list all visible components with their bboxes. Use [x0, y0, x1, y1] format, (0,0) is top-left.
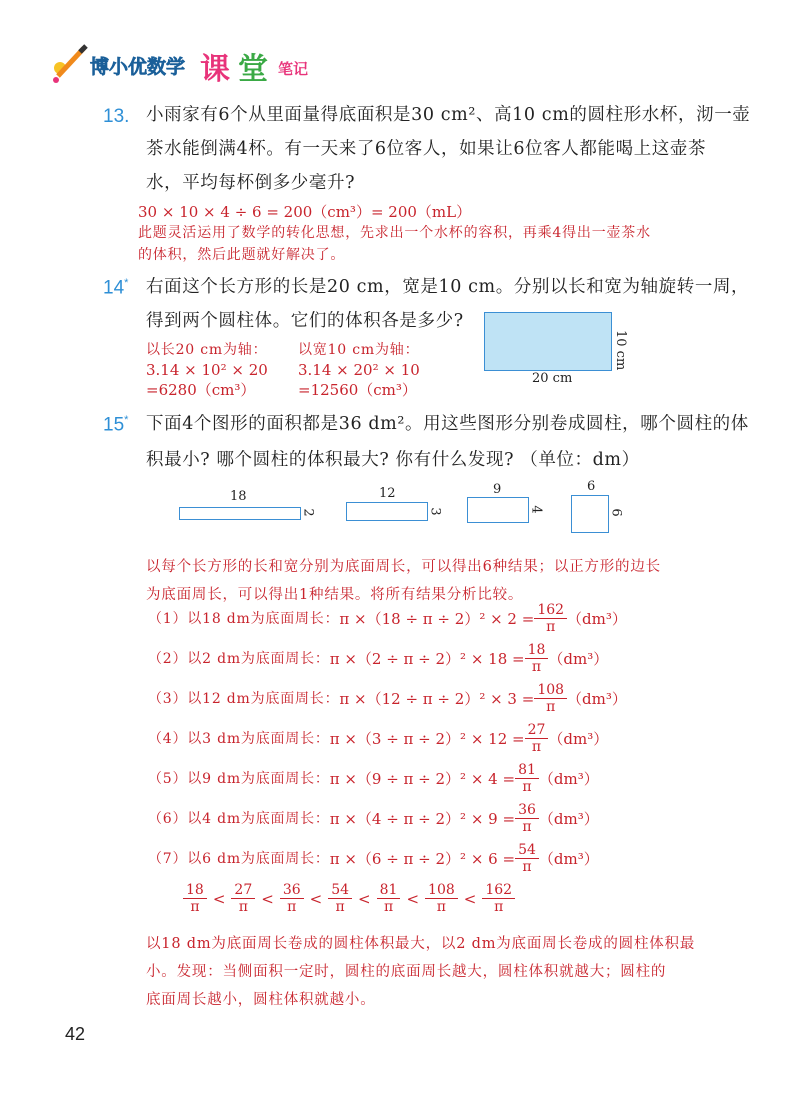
- item-expression: π ×（2 ÷ π ÷ 2）² × 18 =: [329, 649, 525, 668]
- item-fraction: [515, 802, 539, 835]
- shape3-rectangle: [467, 497, 529, 523]
- question-13-line2: 茶水能倒满4杯。有一天来了6位客人，如果让6位客人都能喝上这壶茶: [146, 139, 707, 159]
- item-expression: π ×（9 ÷ π ÷ 2）² × 4 =: [329, 769, 516, 788]
- compare-fraction: [231, 882, 255, 915]
- item-expression: π ×（12 ÷ π ÷ 2）² × 3 =: [339, 689, 535, 708]
- fraction-numerator: 54: [515, 842, 539, 859]
- compare-fraction: [280, 882, 304, 915]
- question-13-answer-formula: 30 × 10 × 4 ÷ 6 = 200（cm³）= 200（mL）: [138, 203, 472, 221]
- question-15-conclusion: [146, 930, 695, 1014]
- item-unit: （dm³）: [548, 649, 609, 668]
- rectangle-height-label: 10 cm: [613, 330, 628, 371]
- item-fraction: [525, 722, 549, 755]
- question-15-intro-line2: 为底面周长，可以得出1种结果。将所有结果分析比较。: [146, 587, 524, 603]
- fraction-numerator: 162: [482, 882, 515, 899]
- compare-fraction: [183, 882, 207, 915]
- fraction-denominator: π: [494, 899, 504, 915]
- fraction-denominator: π: [522, 858, 532, 875]
- shape4-square: [571, 495, 609, 533]
- answer-item-1: [148, 598, 627, 638]
- fraction-numerator: 162: [534, 602, 567, 619]
- question-14-number: [103, 277, 128, 299]
- fraction-numerator: 81: [515, 762, 539, 779]
- shape2-height-text: 3: [427, 507, 443, 516]
- rectangle-width-label: 20 cm: [532, 371, 573, 386]
- fraction-denominator: π: [190, 899, 200, 915]
- comparison-chain: [183, 882, 515, 915]
- compare-fraction: [425, 882, 458, 915]
- answer-item-4: [148, 718, 608, 758]
- conclusion-line2: 小。发现：当侧面积一定时，圆柱的底面周长越大，圆柱体积就越大；圆柱的: [146, 964, 667, 980]
- item-expression: π ×（4 ÷ π ÷ 2）² × 9 =: [329, 809, 516, 828]
- fraction-numerator: 81: [377, 882, 401, 899]
- item-fraction: [534, 682, 567, 715]
- shape1-height-text: 2: [300, 508, 316, 517]
- header-title-biji: 笔记: [278, 60, 309, 78]
- shape4-width-label: 6: [587, 479, 596, 494]
- item-unit: （dm³）: [538, 809, 599, 828]
- item-label: （5）以9 dm为底面周长：: [148, 771, 330, 787]
- fraction-denominator: π: [522, 818, 532, 835]
- shape3-height-text: 4: [528, 505, 544, 514]
- compare-fraction: [377, 882, 401, 915]
- fraction-denominator: π: [436, 899, 446, 915]
- fraction-denominator: π: [335, 899, 345, 915]
- fraction-numerator: 27: [231, 882, 255, 899]
- shape3-width-label: 9: [493, 482, 502, 497]
- shape2-height-label: [427, 504, 443, 519]
- item-expression: π ×（6 ÷ π ÷ 2）² × 6 =: [329, 849, 516, 868]
- question-15-line2: 积最小? 哪个圆柱的体积最大? 你有什么发现? （单位：dm）: [146, 450, 640, 470]
- page-number: 42: [65, 1024, 86, 1044]
- item-label: （4）以3 dm为底面周长：: [148, 731, 330, 747]
- pencil-logo-icon: [50, 38, 90, 84]
- shape2-width-label: 12: [379, 486, 396, 501]
- item-expression: π ×（18 ÷ π ÷ 2）² × 2 =: [339, 609, 535, 628]
- fraction-denominator: π: [546, 698, 556, 715]
- item-label: （1）以18 dm为底面周长：: [148, 611, 340, 627]
- header-title-main: 博小优数学: [90, 56, 186, 78]
- answer-item-2: [148, 638, 608, 678]
- fraction-denominator: π: [522, 778, 532, 795]
- item-label: （2）以2 dm为底面周长：: [148, 651, 330, 667]
- shape1-height-label: [300, 505, 316, 520]
- item-expression: π ×（3 ÷ π ÷ 2）² × 12 =: [329, 729, 525, 748]
- answer-right-line2: 3.14 × 20² × 10: [298, 361, 420, 379]
- fraction-numerator: 36: [280, 882, 304, 899]
- question-15-number-text: 15: [103, 414, 125, 436]
- question-15-star: *: [124, 414, 129, 426]
- question-13-answer-note2: 的体积，然后此题就好解决了。: [138, 247, 346, 263]
- answer-left-line2: 3.14 × 10² × 20: [146, 361, 268, 379]
- shape2-rectangle: [346, 502, 428, 521]
- header-title-ke: 课: [200, 52, 230, 87]
- question-14-line1: 右面这个长方形的长是20 cm，宽是10 cm。分别以长和宽为轴旋转一周，: [146, 277, 750, 297]
- item-unit: （dm³）: [548, 729, 609, 748]
- conclusion-line1: 以18 dm为底面周长卷成的圆柱体积最大，以2 dm为底面周长卷成的圆柱体积最: [146, 936, 696, 952]
- question-14-line2: 得到两个圆柱体。它们的体积各是多少?: [146, 311, 464, 331]
- answer-item-3: [148, 678, 627, 718]
- question-13-text: [146, 98, 750, 200]
- answer-right-line1: 以宽10 cm为轴：: [298, 342, 420, 358]
- answer-item-7: [148, 838, 599, 878]
- less-than-sign: <: [309, 889, 323, 908]
- less-than-sign: <: [358, 889, 371, 908]
- item-fraction: [515, 762, 539, 795]
- less-than-sign: <: [212, 889, 226, 908]
- question-13-answer-note1: 此题灵活运用了数学的转化思想，先求出一个水杯的容积，再乘4得出一壶茶水: [138, 225, 651, 241]
- compare-fraction: [328, 882, 352, 915]
- question-15-line1: 下面4个图形的面积都是36 dm²。用这些图形分别卷成圆柱，哪个圆柱的体: [146, 414, 749, 434]
- fraction-denominator: π: [531, 738, 542, 755]
- item-label: （6）以4 dm为底面周长：: [148, 811, 330, 827]
- answer-left-line3: =6280（cm³）: [146, 381, 256, 399]
- answer-item-5: [148, 758, 599, 798]
- item-label: （3）以12 dm为底面周长：: [148, 691, 340, 707]
- fraction-numerator: 27: [525, 722, 549, 739]
- question-14-star: *: [124, 277, 129, 289]
- item-label: （7）以6 dm为底面周长：: [148, 851, 330, 867]
- fraction-numerator: 36: [515, 802, 539, 819]
- item-fraction: [525, 642, 549, 675]
- fraction-numerator: 54: [328, 882, 352, 899]
- fraction-denominator: π: [546, 618, 556, 635]
- question-13-line3: 水，平均每杯倒多少毫升?: [146, 173, 356, 193]
- fraction-numerator: 108: [425, 882, 458, 899]
- question-14-answer-left: [146, 340, 268, 400]
- shape1-rectangle: [179, 507, 301, 520]
- less-than-sign: <: [261, 889, 274, 908]
- fraction-denominator: π: [238, 899, 248, 915]
- page-header: [50, 38, 350, 86]
- item-fraction: [515, 842, 539, 875]
- item-unit: （dm³）: [567, 609, 627, 628]
- compare-fraction: [482, 882, 515, 915]
- question-13-number: 13.: [103, 106, 130, 127]
- fraction-denominator: π: [383, 899, 394, 915]
- item-unit: （dm³）: [538, 769, 599, 788]
- shape1-width-label: 18: [230, 489, 247, 504]
- item-fraction: [534, 602, 567, 635]
- fraction-denominator: π: [531, 658, 542, 675]
- rectangle-figure: [484, 312, 612, 371]
- question-15-text: [146, 406, 749, 478]
- fraction-numerator: 18: [183, 882, 207, 899]
- question-15-number: [103, 414, 128, 436]
- fraction-denominator: π: [287, 899, 297, 915]
- answer-right-line3: =12560（cm³）: [298, 381, 417, 399]
- question-14-answer-right: [298, 340, 420, 400]
- item-unit: （dm³）: [538, 849, 599, 868]
- less-than-sign: <: [406, 889, 420, 908]
- answer-left-line1: 以长20 cm为轴：: [146, 342, 268, 358]
- fraction-numerator: 18: [525, 642, 549, 659]
- question-15-intro-line1: 以每个长方形的长和宽分别为底面周长，可以得出6种结果；以正方形的边长: [146, 559, 661, 575]
- conclusion-line3: 底面周长越小，圆柱体积就越小。: [146, 992, 376, 1008]
- item-unit: （dm³）: [567, 689, 627, 708]
- header-title-tang: 堂: [238, 52, 268, 87]
- answer-item-6: [148, 798, 599, 838]
- fraction-numerator: 108: [534, 682, 567, 699]
- question-14-number-text: 14: [103, 277, 125, 299]
- shape3-height-label: [528, 502, 544, 517]
- shape4-height-label: [608, 505, 624, 520]
- less-than-sign: <: [463, 889, 477, 908]
- question-13-line1: 小雨家有6个从里面量得底面积是30 cm²、高10 cm的圆柱形水杯，沏一壶: [146, 105, 751, 125]
- question-14-text: [146, 270, 749, 338]
- shape4-height-text: 6: [608, 508, 624, 517]
